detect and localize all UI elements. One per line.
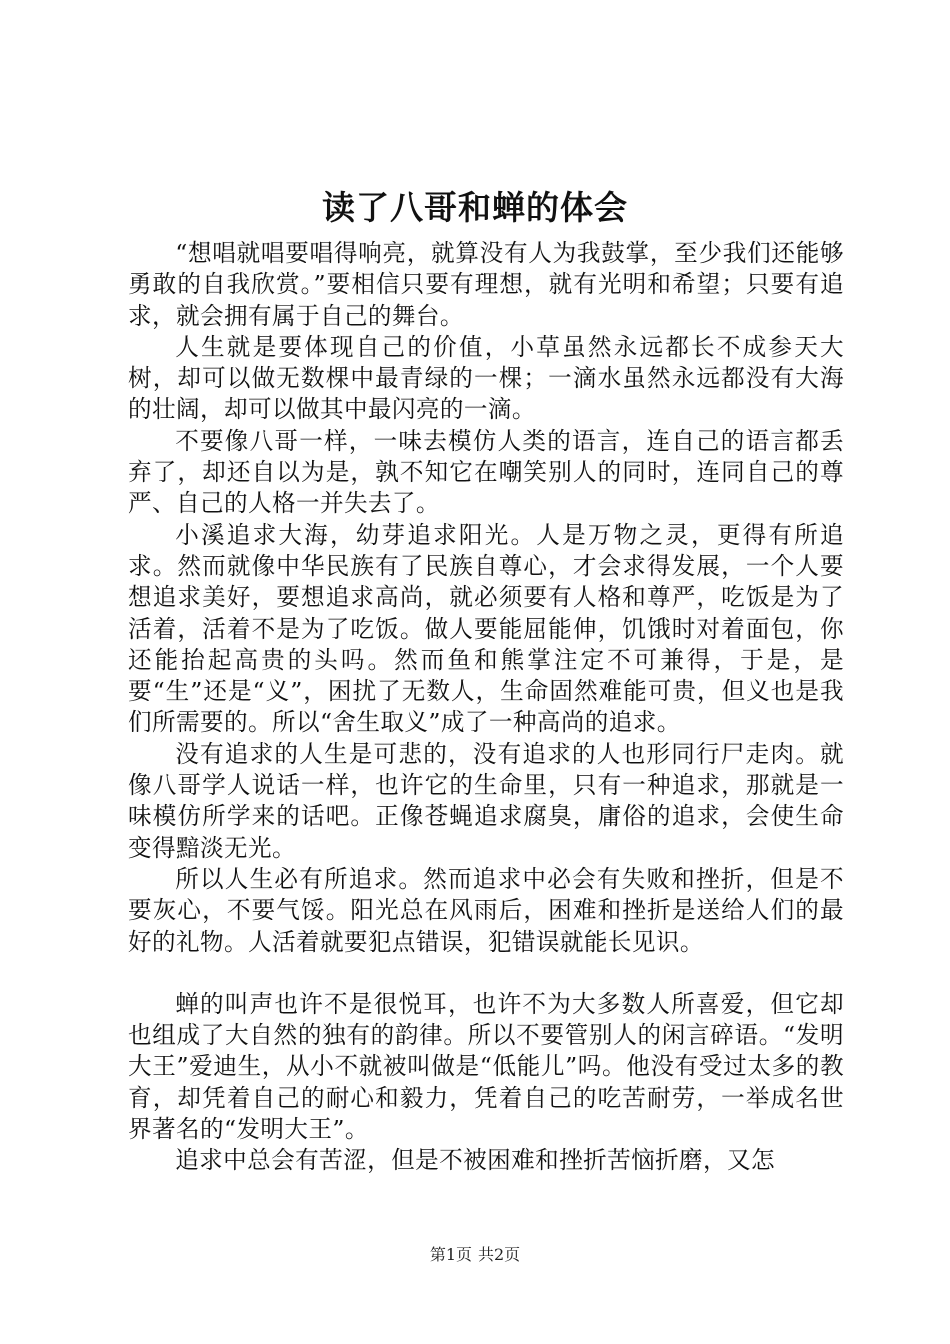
paragraph: 蝉的叫声也许不是很悦耳，也许不为大多数人所喜爱，但它却也组成了大自然的独有的韵律。所以不要管别人的闲言碎语。“发明大王”爱迪生，从小不就被叫做是“低能儿”吗。他没有受过太多的教育，却凭着自己的耐心和毅力，凭着自己的吃苦耐劳，一举成名世界著名的“发明大王”。 [128, 989, 844, 1144]
paragraph: 不要像八哥一样，一味去模仿人类的语言，连自己的语言都丢弃了，却还自以为是，孰不知它在嘲笑别人的同时，连同自己的尊严、自己的人格一并失去了。 [128, 426, 844, 518]
paragraph: 追求中总会有苦涩，但是不被困难和挫折苦恼折磨，又怎 [175, 1146, 776, 1175]
document-title: 读了八哥和蝉的体会 [322, 188, 628, 227]
paragraph: 人生就是要体现自己的价值，小草虽然永远都长不成参天大树，却可以做无数棵中最青绿的一棵；一滴水虽然永远都没有大海的壮阔，却可以做其中最闪亮的一滴。 [128, 332, 844, 424]
page-total: 共2页 [478, 1245, 521, 1264]
paragraph: 没有追求的人生是可悲的，没有追求的人也形同行尸走肉。就像八哥学人说话一样，也许它的生命里，只有一种追求，那就是一味模仿所学来的话吧。正像苍蝇追求腐臭，庸俗的追求，会使生命变得黯淡无光。 [128, 739, 844, 862]
document-body [128, 238, 844, 1177]
paragraph: 所以人生必有所追求。然而追求中必会有失败和挫折，但是不要灰心，不要气馁。阳光总在风雨后，困难和挫折是送给人们的最好的礼物。人活着就要犯点错误，犯错误就能长见识。 [128, 864, 844, 956]
page-number: 第1页 [429, 1245, 472, 1264]
paragraph: 小溪追求大海，幼芽追求阳光。人是万物之灵，更得有所追求。然而就像中华民族有了民族自尊心，才会求得发展，一个人要想追求美好，要想追求高尚，就必须要有人格和尊严，吃饭是为了活着，活着不是为了吃饭。做人要能屈能伸，饥饿时对着面包，你还能抬起高贵的头吗。然而鱼和熊掌注定不可兼得，于是，是要“生”还是“义”，困扰了无数人，生命固然难能可贵，但义也是我们所需要的。所以“舍生取义”成了一种高尚的追求。 [128, 520, 844, 737]
paragraph: “想唱就唱要唱得响亮，就算没有人为我鼓掌，至少我们还能够勇敢的自我欣赏。”要相信只要有理想，就有光明和希望；只要有追求，就会拥有属于自己的舞台。 [128, 239, 844, 330]
page-footer [0, 1244, 950, 1266]
